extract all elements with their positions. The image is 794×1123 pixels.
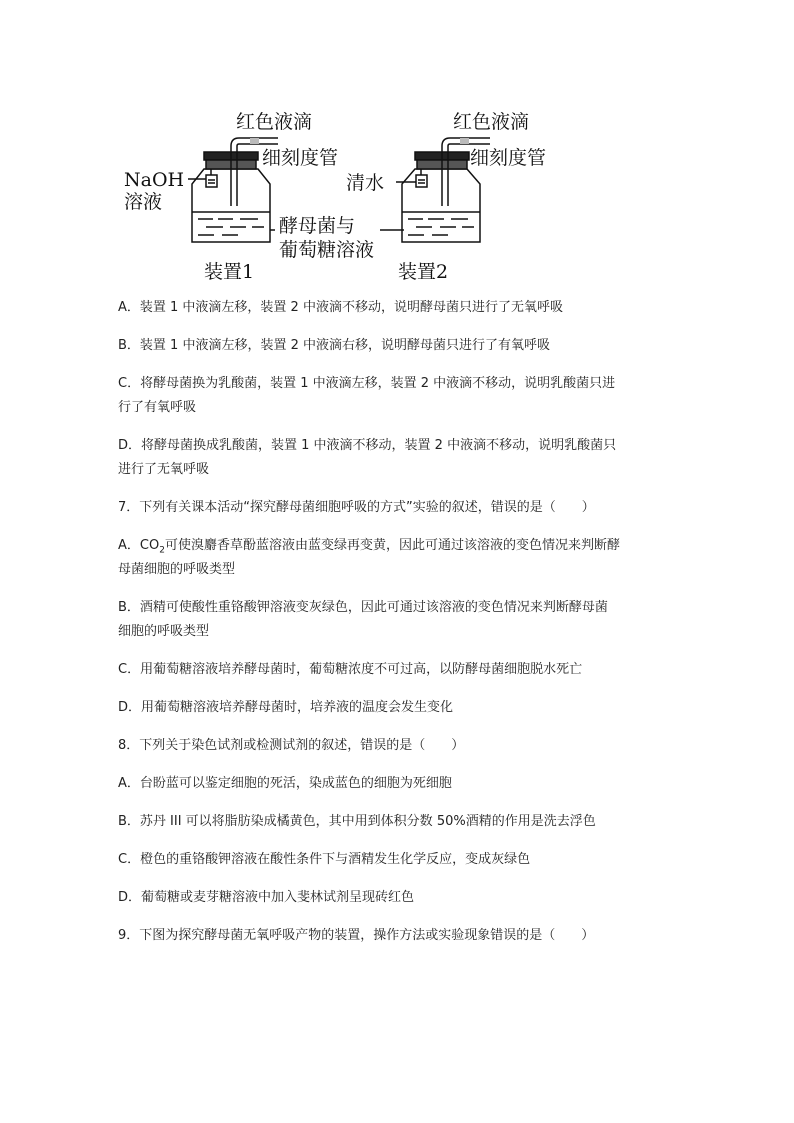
q6-option-a: A．装置 1 中液滴左移，装置 2 中液滴不移动，说明酵母菌只进行了无氧呼吸 (118, 300, 563, 315)
label-red-drop-2: 红色液滴 (453, 111, 530, 133)
q7-option-d: D．用葡萄糖溶液培养酵母菌时，培养液的温度会发生变化 (118, 700, 454, 715)
question6-options (118, 296, 678, 948)
q8-option-c: C．橙色的重铬酸钾溶液在酸性条件下与酒精发生化学反应，变成灰绿色 (118, 852, 531, 867)
label-glucose-solution: 葡萄糖溶液 (279, 239, 375, 261)
q8-option-a: A．台盼蓝可以鉴定细胞的死活，染成蓝色的细胞为死细胞 (118, 776, 452, 791)
q6-option-d-line1: D．将酵母菌换成乳酸菌，装置 1 中液滴不移动，装置 2 中液滴不移动，说明乳酸菌只 (118, 438, 617, 453)
q9-stem: 9．下图为探究酵母菌无氧呼吸产物的装置，操作方法或实验现象错误的是（ ） (118, 928, 595, 943)
label-fine-tube-2: 细刻度管 (470, 147, 547, 169)
label-red-drop-1: 红色液滴 (236, 111, 313, 133)
q7-option-b-line2: 细胞的呼吸类型 (118, 624, 210, 639)
label-device1: 装置1 (204, 261, 255, 283)
q8-stem: 8．下列关于染色试剂或检测试剂的叙述，错误的是（ ） (118, 738, 465, 753)
apparatus-diagram (118, 104, 578, 284)
experiment-figure (118, 104, 578, 284)
q7-option-c: C．用葡萄糖溶液培养酵母菌时，葡萄糖浓度不可过高，以防酵母菌细胞脱水死亡 (118, 662, 583, 677)
label-device2: 装置2 (398, 261, 449, 283)
q7-option-a-line1 (118, 534, 678, 558)
q8-option-b: B．苏丹 III 可以将脂肪染成橘黄色，其中用到体积分数 50%酒精的作用是洗去浮色 (118, 814, 596, 829)
q6-option-c-line2: 行了有氧呼吸 (118, 400, 197, 415)
q7-a-prefix: A．CO (118, 538, 160, 553)
q7-option-a-line2: 母菌细胞的呼吸类型 (118, 562, 236, 577)
q7-a-rest: 可使溴麝香草酚蓝溶液由蓝变绿再变黄，因此可通过该溶液的变色情况来判断酵 (164, 538, 620, 553)
label-naoh-solution: 溶液 (124, 191, 163, 213)
label-yeast: 酵母菌与 (279, 215, 356, 237)
q7-stem: 7．下列有关课本活动“探究酵母菌细胞呼吸的方式”实验的叙述，错误的是（ ） (118, 500, 595, 515)
label-water: 清水 (346, 172, 385, 194)
q6-option-b: B．装置 1 中液滴左移，装置 2 中液滴右移，说明酵母菌只进行了有氧呼吸 (118, 338, 550, 353)
q7-a-subscript: 2 (159, 545, 165, 556)
q8-option-d: D．葡萄糖或麦芽糖溶液中加入斐林试剂呈现砖红色 (118, 890, 415, 905)
label-naoh: NaOH (124, 169, 185, 191)
q7-option-b-line1: B．酒精可使酸性重铬酸钾溶液变灰绿色，因此可通过该溶液的变色情况来判断酵母菌 (118, 600, 608, 615)
q6-option-c-line1: C．将酵母菌换为乳酸菌，装置 1 中液滴左移，装置 2 中液滴不移动，说明乳酸菌只进 (118, 376, 616, 391)
q6-option-d-line2: 进行了无氧呼吸 (118, 462, 210, 477)
label-fine-tube-1: 细刻度管 (262, 147, 339, 169)
